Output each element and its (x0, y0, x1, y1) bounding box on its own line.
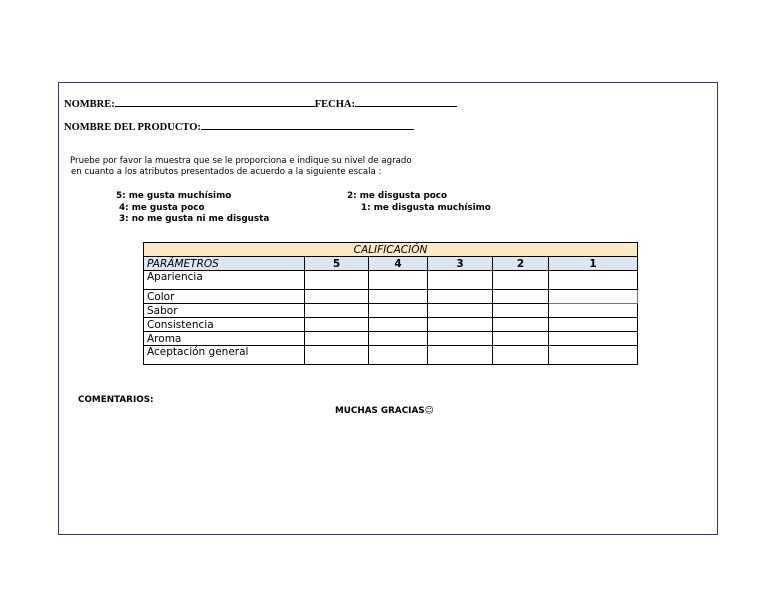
rating-cell[interactable] (305, 304, 369, 318)
rating-cell[interactable] (369, 290, 428, 304)
attribute-label: Aceptación general (144, 346, 305, 365)
rating-cell[interactable] (493, 271, 549, 290)
rating-cell[interactable] (549, 346, 638, 365)
rating-cell[interactable] (369, 271, 428, 290)
attribute-label: Aroma (144, 332, 305, 346)
rating-cell[interactable] (493, 318, 549, 332)
scale-right (347, 191, 491, 214)
scale-item: 5: me gusta muchísimo (116, 191, 232, 201)
scale-item: 3: no me gusta ni me disgusta (119, 214, 270, 224)
rating-cell[interactable] (428, 346, 493, 365)
rating-cell[interactable] (549, 304, 638, 318)
rating-cell[interactable] (305, 332, 369, 346)
param-label: PARÁMETROS (144, 257, 305, 271)
rating-cell[interactable] (549, 318, 638, 332)
product-field[interactable] (201, 120, 414, 130)
scale-item: 4: me gusta poco (119, 202, 205, 213)
scale-item: 2: me disgusta poco (347, 191, 448, 201)
rating-cell[interactable] (428, 271, 493, 290)
rating-cell[interactable] (428, 304, 493, 318)
product-label: NOMBRE DEL PRODUCTO: (64, 122, 201, 133)
attribute-label: Consistencia (144, 318, 305, 332)
rating-table (143, 242, 638, 365)
rating-cell[interactable] (369, 318, 428, 332)
rating-cell[interactable] (369, 304, 428, 318)
evaluation-form (58, 82, 718, 535)
rating-cell[interactable] (493, 332, 549, 346)
calificacion-header-row (144, 243, 638, 257)
table-row (144, 346, 638, 365)
table-row (144, 271, 638, 290)
score-header: 2 (493, 257, 549, 271)
rating-cell[interactable] (549, 271, 638, 290)
scale-item: 1: me disgusta muchísimo (361, 202, 491, 213)
score-header: 1 (549, 257, 638, 271)
rating-cell[interactable] (493, 304, 549, 318)
thanks-text: MUCHAS GRACIAS☺ (335, 406, 434, 416)
rating-cell[interactable] (305, 290, 369, 304)
rating-cell[interactable] (428, 318, 493, 332)
rating-cell[interactable] (305, 318, 369, 332)
rating-cell[interactable] (305, 271, 369, 290)
rating-cell[interactable] (428, 332, 493, 346)
rating-cell[interactable] (305, 346, 369, 365)
rating-cell[interactable] (369, 346, 428, 365)
calificacion-header: CALIFICACIÓN (144, 243, 638, 257)
name-label: NOMBRE: (64, 99, 115, 110)
score-header: 3 (428, 257, 493, 271)
product-row (64, 120, 414, 133)
score-header: 5 (305, 257, 369, 271)
table-row (144, 332, 638, 346)
params-header-row (144, 257, 638, 271)
instruction-line: Pruebe por favor la muestra que se le proporciona e indique su nivel de agrado (70, 156, 412, 166)
instructions (70, 156, 412, 178)
instruction-line: en cuanto a los atributos presentados de acuerdo a la siguiente escala : (71, 167, 382, 177)
rating-cell[interactable] (493, 290, 549, 304)
rating-cell[interactable] (493, 346, 549, 365)
score-header: 4 (369, 257, 428, 271)
date-label: FECHA: (314, 99, 355, 110)
attribute-label: Sabor (144, 304, 305, 318)
table-row (144, 290, 638, 304)
table-row (144, 318, 638, 332)
rating-cell[interactable] (369, 332, 428, 346)
scale-left (116, 191, 269, 226)
comments-label: COMENTARIOS: (78, 395, 154, 405)
rating-cell-selected[interactable] (549, 290, 638, 304)
name-field[interactable] (115, 97, 315, 107)
rating-cell[interactable] (428, 290, 493, 304)
attribute-label: Color (144, 290, 305, 304)
attribute-label: Apariencia (144, 271, 305, 290)
date-field[interactable] (355, 97, 457, 107)
rating-cell[interactable] (549, 332, 638, 346)
table-row (144, 304, 638, 318)
name-row (64, 97, 457, 110)
